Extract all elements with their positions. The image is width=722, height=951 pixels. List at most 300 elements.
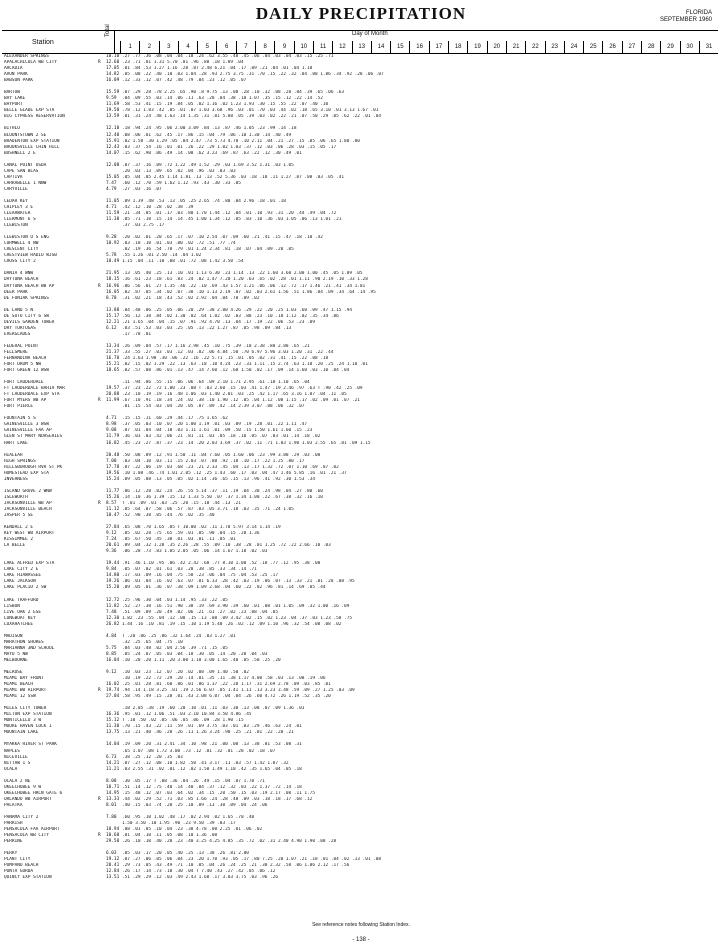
station-name: MELBOURNE bbox=[4, 657, 28, 663]
station-group bbox=[2, 779, 718, 809]
record-flag: R bbox=[98, 283, 101, 289]
station-total: 26.82 bbox=[106, 621, 120, 627]
day-header: 16 bbox=[409, 41, 428, 53]
daily-values: .16 .61 .23 .18 .61 .83 .24 .02 1.47 7.20 1.20 .63 .65 .02 .28 .01 1.11 .90 2.19 .10 .33 1.28 bbox=[122, 277, 368, 283]
daily-values: .37 .05 .03 .10 .07 .20 1.00 1.19 .01 .03 .09 .19 .28 .01 .22 1.11 .47 bbox=[122, 422, 308, 428]
station-total: 9.12 bbox=[106, 669, 117, 675]
day-header: 12 bbox=[332, 41, 351, 53]
station-name: OCALA 2 NE bbox=[4, 778, 31, 784]
station-total: 12.60 bbox=[106, 60, 120, 66]
daily-values: .27 .03 .16 .07 bbox=[122, 186, 162, 192]
station-name: CLEWISTON bbox=[4, 223, 28, 229]
daily-values: .02 1.58 .30 1.29 .05 .04 2.47 .73 5.73 4.78 .10 2.11 .04 .21 .27 .15 .05 .06 .65 1.80 .80 bbox=[122, 138, 360, 144]
station-name: HIGH SPRINGS bbox=[4, 458, 36, 464]
page-number: - 138 - bbox=[352, 937, 370, 943]
table-row bbox=[2, 259, 718, 265]
daily-values: .05 .03 .17 .20 .05 .40 .25 .13 .38 .26 .81 2.00 bbox=[122, 851, 249, 857]
station-group bbox=[2, 380, 718, 410]
station-name: PARRISH bbox=[4, 820, 23, 826]
station-total: 8.57 bbox=[106, 500, 117, 506]
station-name: EVERGLADES bbox=[4, 331, 31, 337]
station-total: 14.04 bbox=[106, 742, 120, 748]
daily-values: .17 .78 .01 bbox=[122, 331, 152, 337]
station-name: BAY LAKE bbox=[4, 96, 26, 102]
daily-values: .01 .15 .54 .03 .04 .20 .05 .87 .89 .42 .14 2.39 3.07 .88 .06 .32 .07 bbox=[122, 404, 305, 410]
daily-values: .27 .77 .36 .08 .04 .04 .18 .24 .62 3.55 .48 .45 .06 .04 .03 .04 .03 .15 .25 .71 bbox=[122, 54, 334, 59]
daily-values: .07 .27 .12 .08 .10 1.82 .50 .41 3.17 .11 .03 .57 1.42 1.07 .32 bbox=[122, 760, 289, 766]
station-name: MONTICELLO 3 W bbox=[4, 718, 42, 724]
station-name: CARYVILLE bbox=[4, 186, 28, 192]
station-total: 4.71 bbox=[106, 416, 117, 422]
table-row bbox=[2, 441, 718, 447]
daily-values: .51 .14 .12 .75 .40 .14 .40 .04 .37 .12 .32 .03 .22 1.37 .72 .14 .18 bbox=[122, 784, 302, 790]
station-total: 8.08 bbox=[106, 778, 117, 784]
station-name: LISBON bbox=[4, 603, 20, 609]
day-header: 29 bbox=[660, 41, 679, 53]
station-total: 11.30 bbox=[106, 724, 120, 730]
day-header: 17 bbox=[429, 41, 448, 53]
record-flag: R bbox=[98, 60, 101, 66]
month-label: SEPTEMBER 1960 bbox=[659, 17, 712, 23]
station-group bbox=[2, 851, 718, 881]
station-total: 20.88 bbox=[106, 392, 120, 398]
daily-values: .01 .31 .24 .48 1.63 .14 1.35 .31 .01 5.88 .05 .39 .03 .02 .22 .21 .07 .50 .29 .05 .62 .22 .01 .04 bbox=[122, 114, 382, 120]
station-total: 16.09 bbox=[106, 78, 120, 84]
station-name: CLEWISTON U S ENG bbox=[4, 235, 49, 241]
station-group bbox=[2, 344, 718, 374]
station-name: GLEN ST MARY NURSERIES bbox=[4, 434, 63, 440]
daily-values: .51 .29 .29 .12 .03 .49 2.43 1.68 .17 3.03 3.75 .03 .96 .26 bbox=[122, 875, 278, 881]
daily-values: .06 .28 .73 .83 1.85 2.05 .05 .06 .14 1.67 1.18 .02 .03 bbox=[122, 549, 268, 555]
station-total: 16.02 bbox=[106, 682, 120, 688]
station-total: 13.51 bbox=[106, 875, 120, 881]
station-name: LOXAHATCHEE bbox=[4, 621, 34, 627]
daily-values: .51 .09 .09 .20 .49 .02 .06 .21 .61 .27 .02 .23 .08 .04 .05 bbox=[122, 609, 278, 615]
daily-values: .40 .15 .03 .74 .28 .25 .10 .09 .13 .30 .09 .04 .24 .06 bbox=[122, 802, 268, 808]
daily-values: .10 .19 .22 .72 .29 .20 .14 .01 .35 .11 .38 1.17 4.00 .58 .03 .13 .08 .19 .06 bbox=[122, 676, 326, 682]
station-total: 11.79 bbox=[106, 434, 120, 440]
station-name: BRADENTON EXP STATION bbox=[4, 138, 60, 144]
station-name: FORT MYERS WB AP bbox=[4, 398, 47, 404]
station-name: AVON PARK bbox=[4, 72, 28, 78]
table-row bbox=[2, 223, 718, 229]
station-name: OKEECHOBEE 9 W bbox=[4, 784, 42, 790]
daily-values: T .10 .50 .02 .05 .06 .05 .06 .09 .28 1.90 .15 bbox=[122, 718, 244, 724]
day-header: 19 bbox=[467, 41, 486, 53]
station-total: 12.43 bbox=[106, 144, 120, 150]
station-name: MILTON EXP STATION bbox=[4, 712, 52, 718]
daily-values: .20 .03 .13 .09 .65 .02 .04 .96 .03 .03 .03 bbox=[122, 168, 236, 174]
station-total: 17.05 bbox=[106, 66, 120, 72]
daily-values: .26 .09 .04 .57 .17 1.16 2.98 .45 .10 .75 .39 .18 2.38 .80 2.88 .65 .21 bbox=[122, 343, 310, 349]
daily-values: .02 .15 .02 1.29 .22 .13 .63 .18 .10 4.24 .23 .33 1.11 .15 2.74 .63 1.18 .20 .25 .24 1.10 .01 bbox=[122, 362, 368, 368]
station-total: 4.84 bbox=[106, 633, 117, 639]
station-total: 19.12 bbox=[106, 857, 120, 863]
daily-values: .23 .71 .01 1.31 5.70 .01 .96 .88 .18 1.89 .04 bbox=[122, 60, 244, 66]
station-total: 19.44 bbox=[106, 561, 120, 567]
station-name: FT LAUDERDALE BAHIA MAR bbox=[4, 386, 65, 392]
daily-values: .50 .08 .89 .12 .91 1.50 .11 .04 7.60 .05 1.60 .06 .23 .99 3.88 .29 .03 .08 bbox=[122, 452, 321, 458]
table-row bbox=[2, 477, 718, 483]
station-name: FORT LAUDERDALE bbox=[4, 380, 44, 386]
station-name: PENSACOLA WB CITY bbox=[4, 833, 49, 839]
daily-values: .05 .64 .87 .58 .06 .57 .87 .03 .05 3.71 .18 .03 .35 .71 .24 1.05 bbox=[122, 506, 294, 512]
day-header: 2 bbox=[139, 41, 158, 53]
record-flag: R bbox=[98, 398, 101, 404]
day-of-month-header: Day of Month bbox=[352, 31, 388, 37]
station-total: 11.69 bbox=[106, 102, 120, 108]
daily-values: .70 .15 .43 .22 .11 .59 .01 .69 3.75 .03 .01 .03 .29 .46 .63 .24 .01 bbox=[122, 724, 302, 730]
station-name: BABSON PARK bbox=[4, 78, 34, 84]
daily-values: .19 .09 .20 .31 2.41 .34 .10 .98 .21 .00 .08 .13 .38 .81 .53 .08 .31 bbox=[122, 742, 302, 748]
station-name: ALEXANDER SPRINGS bbox=[4, 54, 49, 59]
daily-values: .18 2.05 .38 .19 .60 .20 .10 .01 .11 .03 .30 .13 .08 .07 .09 1.36 .01 bbox=[122, 706, 305, 712]
daily-values: 1.44 .16 .10 .81 .19 .15 .10 1.19 5.40 .26 .02 .12 .09 1.10 .96 .32 .54 .08 .08 .02 bbox=[122, 621, 342, 627]
station-total: 18.15 bbox=[106, 277, 120, 283]
daily-values: .03 .37 .54 .16 .01 .01 .26 .22 .29 1.02 1.03 .37 .12 .03 .06 .28 .03 .15 .05 .17 bbox=[122, 144, 337, 150]
station-name: INVERNESS bbox=[4, 476, 28, 482]
station-total: 6.12 bbox=[106, 325, 117, 331]
station-name: BROOKSVILLE CHIN HILL bbox=[4, 144, 60, 150]
daily-values: .04 .03 .48 .02 .04 2.56 .39 .71 .15 .05 bbox=[122, 645, 228, 651]
station-total: 9.28 bbox=[106, 235, 117, 241]
daily-values: .01 .84 .53 1.27 1.16 .28 .87 2.48 6.21 .04 .17 .09 .21 .04 .01 .04 1.18 bbox=[122, 66, 313, 72]
station-name: MIAMI BEACH bbox=[4, 682, 34, 688]
station-group bbox=[2, 308, 718, 338]
station-group bbox=[2, 416, 718, 446]
station-name: JACKSONVILLE BEACH bbox=[4, 506, 52, 512]
station-total: 11.59 bbox=[106, 211, 120, 217]
station-name: BAYPORT bbox=[4, 102, 23, 108]
station-name: CRESCENT CITY bbox=[4, 247, 39, 253]
station-name: MOUNTAIN LAKE bbox=[4, 730, 39, 736]
station-name: CLERMONT 6 S bbox=[4, 217, 36, 223]
day-header: 21 bbox=[506, 41, 525, 53]
daily-values: 1.50 3.50 .10 1.95 .90 .23 9.50 .39 .03 .17 bbox=[122, 820, 236, 826]
daily-values: .07 .22 .06 .19 .03 .68 .23 .21 2.33 .45 .04 .13 .17 1.32 .72 .07 1.10 .69 .07 .02 bbox=[122, 464, 339, 470]
station-total: 13.33 bbox=[106, 796, 120, 802]
station-name: NAPLES bbox=[4, 748, 20, 754]
table-row bbox=[2, 151, 718, 157]
station-total: 10.49 bbox=[106, 259, 120, 265]
daily-values: .58 .53 .41 .15 .19 .84 .05 .02 1.16 .02 1.23 1.93 .30 .15 .55 .22 .07 .40 .10 bbox=[122, 102, 329, 108]
daily-values: .03 .18 .10 .01 .03 .80 .02 .72 .51 .77 .74 bbox=[122, 241, 236, 247]
daily-values: .05 .02 .28 .75 .65 .59 .01 .05 .90 .04 .15 .20 1.36 bbox=[122, 531, 260, 537]
day-header: 5 bbox=[197, 41, 216, 53]
station-name: FOUNTAIN 5 S bbox=[4, 416, 36, 422]
station-name: MELROSE bbox=[4, 669, 23, 675]
station-name: PERRINE bbox=[4, 839, 23, 845]
station-total: 19.26 bbox=[106, 579, 120, 585]
station-name: MYAKKA RIVER ST PARK bbox=[4, 742, 57, 748]
station-total: 11.05 bbox=[106, 198, 120, 204]
day-header: 30 bbox=[680, 41, 699, 53]
station-group bbox=[2, 634, 718, 664]
daily-values: .10 .03 .23 .12 .07 .20 .02 .08 .09 1.40 .50 .02 bbox=[122, 669, 249, 675]
station-total: 7.47 bbox=[106, 180, 117, 186]
station-name: MARIANNA 3ND SCHOOL bbox=[4, 645, 55, 651]
station-total: 16.04 bbox=[106, 657, 120, 663]
daily-values: .26 .17 .14 .73 .10 .30 .04 T 7.40 .43 .27 .42 .05 .06 .12 bbox=[122, 869, 276, 875]
daily-values: 1.15 .04 .11 .10 .08 .01 .72 .08 1.42 3.50 .54 bbox=[122, 259, 244, 265]
station-total: 15.21 bbox=[106, 362, 120, 368]
station-group bbox=[2, 670, 718, 700]
day-header: 14 bbox=[371, 41, 390, 53]
daily-values: .29 .73 .05 .43 .49 .71 .10 .05 .04 .26 .24 .25 .21 .38 2.32 .58 .06 1.06 2.12 .17 .56 bbox=[122, 863, 350, 869]
daily-values: .01 .04 .10 .11 .05 .08 .10 1.36 .08 bbox=[122, 833, 218, 839]
table-row bbox=[2, 332, 718, 338]
daily-values: .09 .04 .32 1.28 .35 2.26 .28 .55 .09 .10 .38 .28 .01 1.25 .72 .22 2.66 .18 .03 bbox=[122, 543, 331, 549]
day-header: 3 bbox=[159, 41, 178, 53]
station-name: GAINESVILLE 3 WSW bbox=[4, 422, 49, 428]
station-group bbox=[2, 489, 718, 519]
daily-values: .32 .25 .65 .04 .75 .10 bbox=[122, 639, 183, 645]
station-name: LAKE PLACID 2 SW bbox=[4, 585, 47, 591]
station-total: 15.17 bbox=[106, 313, 120, 319]
station-total: 12.10 bbox=[106, 126, 120, 132]
station-total: 11.12 bbox=[106, 506, 120, 512]
station-total: 10.60 bbox=[106, 833, 120, 839]
table-header bbox=[2, 24, 718, 54]
daily-values: .30 .05 .17 T .08 .36 .04 .26 .49 .15 .04 .07 1.70 .71 bbox=[122, 778, 265, 784]
station-name: LAKE ALFRED EXP STA bbox=[4, 561, 55, 567]
station-name: PANAMA CITY 2 bbox=[4, 814, 39, 820]
station-total: 6.73 bbox=[106, 754, 117, 760]
station-name: LAKE JACKSON bbox=[4, 579, 36, 585]
station-name: MADISON bbox=[4, 633, 23, 639]
station-name: ISLEWORTH bbox=[4, 494, 28, 500]
station-name: NITTAW 1 S bbox=[4, 760, 31, 766]
station-total: 16.82 bbox=[106, 440, 120, 446]
daily-values: .58 .95 .49 .15 .28 .01 .43 2.08 6.07 .04 .04 .26 .60 4.72 .26 1.19 .52 .35 .20 bbox=[122, 694, 331, 700]
station-total: 9.84 bbox=[106, 567, 117, 573]
station-name: FEDERAL POINT bbox=[4, 343, 39, 349]
daily-values: .26 .10 .10 .40 .20 .23 .40 3.25 4.25 4.85 .35 .72 .02 .31 2.40 4.90 1.90 .08 .28 bbox=[122, 839, 337, 845]
station-total: 19.74 bbox=[106, 688, 120, 694]
station-total: 12.84 bbox=[106, 869, 120, 875]
daily-values: .52 .27 .38 .16 .51 .90 .38 .19 .69 3.90 .39 .60 .01 .08 .01 1.05 .09 .32 1.00 .16 .09 bbox=[122, 603, 350, 609]
station-total: 10.47 bbox=[106, 513, 120, 518]
daily-values: .09 .05 .08 .13 .05 .05 .02 1.14 .36 .65 .15 .13 .96 .41 .92 .30 1.53 .34 bbox=[122, 476, 315, 482]
record-flag: R bbox=[98, 688, 101, 694]
station-total: 15.59 bbox=[106, 90, 120, 96]
station-column-header: Station bbox=[32, 39, 54, 46]
daily-values: .65 .08 .70 1.65 .05 T 10.00 .02 .11 1.70 5.97 3.14 1.14 .19 bbox=[122, 525, 281, 531]
daily-values: .07 .29 .28 .78 2.25 .65 .90 .8 9.75 .13 .08 .28 .10 .32 .08 .28 .84 .39 .65 .06 .63 bbox=[122, 90, 345, 96]
station-name: OCALA bbox=[4, 766, 18, 772]
day-header: 31 bbox=[699, 41, 718, 53]
daily-values: .02 .19 .36 .54 .78 .79 .01 1.24 2.34 .81 .18 .07 .04 .09 .20 .05 bbox=[122, 247, 294, 253]
daily-values: .07 .37 .16 .09 .72 1.22 .49 1.52 .29 .03 1.69 3.52 1.31 .03 1.05 bbox=[122, 162, 294, 168]
station-total: 16.96 bbox=[106, 283, 120, 289]
daily-values: .95 .01 .12 1.06 .51 .03 2.10 10.84 3.50 4.86 .45 bbox=[122, 712, 252, 718]
station-total: 17.78 bbox=[106, 464, 120, 470]
record-flag: R bbox=[98, 833, 101, 839]
station-name: LA BELLE bbox=[4, 543, 26, 549]
station-name: HOMESTEAD EXP STA bbox=[4, 470, 49, 476]
station-name: CROSS CITY 2 bbox=[4, 259, 36, 265]
station-name: CORMWELL 4 NW bbox=[4, 241, 39, 247]
daily-values: .03 .51 .53 .03 .03 .25 .05 .13 .22 1.27 .87 .05 .98 .09 .84 .13 bbox=[122, 325, 292, 331]
station-name: JASPER 5 SE bbox=[4, 513, 34, 518]
station-name: NICEVILLE bbox=[4, 754, 28, 760]
station-group bbox=[2, 235, 718, 265]
station-total: 15.26 bbox=[106, 494, 120, 500]
station-group bbox=[2, 561, 718, 591]
station-total: 19.50 bbox=[106, 108, 120, 114]
station-total: 10.10 bbox=[106, 54, 120, 59]
station-group bbox=[2, 525, 718, 555]
station-name: CRESTVIEW RADIO WJSB bbox=[4, 253, 57, 259]
station-total: 19.57 bbox=[106, 386, 120, 392]
footnote: See reference notes following Station Index. bbox=[312, 922, 410, 928]
station-name: CHIPLEY 3 E bbox=[4, 204, 34, 210]
station-name: MILES CITY TOWER bbox=[4, 706, 47, 712]
station-name: HIALEAH bbox=[4, 452, 23, 458]
daily-values: .44 .02 .29 .52 .71 .03 .85 1.66 .24 .28 .48 .09 .03 .18 .18 .17 .68 .12 bbox=[122, 796, 313, 802]
station-name: JACKSONVILLE WB AP bbox=[4, 500, 52, 506]
daily-values: .25 .01 .28 .81 .60 .86 .01 .86 1.37 .22 .28 1.17 .31 2.69 2.78 .09 .03 .85 .01 bbox=[122, 682, 331, 688]
station-name: FERNANDINA BEACH bbox=[4, 355, 47, 361]
station-group bbox=[2, 598, 718, 628]
daily-values: .20 .02 .01 .20 .65 .17 .07 .10 2.54 .07 .09 .60 .21 .41 .15 .47 .18 .10 .42 bbox=[122, 235, 323, 241]
table-row bbox=[2, 78, 718, 84]
station-group bbox=[2, 90, 718, 120]
daily-values: 1.82 .23 .55 .04 .12 .08 .15 .13 .08 .09 3.42 .02 .15 .02 1.23 .04 .37 .03 1.23 .58 .75 bbox=[122, 615, 352, 621]
station-total: 14.21 bbox=[106, 760, 120, 766]
station-name: DRY TORTUGAS bbox=[4, 325, 36, 331]
station-name: CLEARWATER bbox=[4, 211, 31, 217]
daily-values: .60 .95 .10 1.02 .48 .17 .02 2.94 .02 1.65 .70 .40 bbox=[122, 814, 255, 820]
station-total: 14.80 bbox=[106, 573, 120, 579]
table-row bbox=[2, 839, 718, 845]
daily-values: .18 .94 .24 .95 .06 2.00 3.09 .84 .13 .87 .46 1.05 .23 .99 .14 .18 bbox=[122, 126, 297, 132]
station-name: DANIA 4 WNW bbox=[4, 271, 34, 277]
station-name: LONGBOAT KEY bbox=[4, 615, 36, 621]
day-header: 11 bbox=[313, 41, 332, 53]
daily-values: .10 1.08 .46 .74 1.01 2.05 .12 .25 1.43 .60 .17 .03 .04 .47 1.46 5.85 .16 .01 .21 .37 bbox=[122, 470, 347, 476]
station-name: MARATHON SHORES bbox=[4, 639, 44, 645]
record-flag: R bbox=[98, 796, 101, 802]
station-total: 13.34 bbox=[106, 343, 120, 349]
station-name: MIAMI BAY FRONT bbox=[4, 676, 44, 682]
station-total: 5.78 bbox=[106, 253, 117, 259]
station-name: PUNTA GORDA bbox=[4, 869, 34, 875]
station-name: KEY WEST WB AIRPORT bbox=[4, 531, 55, 537]
station-group bbox=[2, 199, 718, 229]
daily-values: .11 .94 .86 .55 .15 .06 .06 .64 .09 2.10 1.71 2.95 .61 .18 1.10 .65 .04 bbox=[122, 380, 310, 386]
daily-values: .07 .01 .04 .04 .10 .03 1.11 1.61 .01 .09 .50 .15 1.50 1.61 1.60 .15 .23 bbox=[122, 428, 313, 434]
station-name: FORT DRUM 5 NW bbox=[4, 362, 42, 368]
station-total: 18.65 bbox=[106, 368, 120, 374]
table-row bbox=[2, 658, 718, 664]
station-group bbox=[2, 54, 718, 84]
table-row bbox=[2, 404, 718, 410]
station-name: LAKE CITY 2 E bbox=[4, 567, 39, 573]
station-total: 12.72 bbox=[106, 597, 120, 603]
station-total: 12.40 bbox=[106, 132, 120, 138]
table-row bbox=[2, 767, 718, 773]
daily-values: .04 .09 .55 .03 .14 .06 .11 .63 .28 .04 .38 .10 1.07 .35 .15 .12 .22 .14 .52 bbox=[122, 96, 323, 102]
precipitation-table bbox=[2, 54, 718, 887]
station-name: HART LAKE bbox=[4, 440, 28, 446]
daily-values: .67 .10 .91 .18 .34 .24 .02 .38 .10 1.90 .12 .05 .04 1.12 .08 1.15 .17 .02 .09 .01 .07 .21 bbox=[122, 398, 360, 404]
station-group bbox=[2, 453, 718, 483]
daily-values: T .01 .09 .01 .03 .25 .20 .15 .10 .44 .13 .21 bbox=[122, 500, 241, 506]
daily-values: .04 .48 .06 .25 .05 .06 .20 .29 .30 2.00 4.26 .29 .22 .20 .25 1.03 .60 .09 .47 1.15 .94 bbox=[122, 307, 352, 313]
station-name: BUSHNELL 2 E bbox=[4, 150, 36, 156]
daily-values: .65 1.07 .08 1.72 3.00 .73 .12 .01 .32 .01 .28 .02 .18 .07 bbox=[122, 748, 276, 754]
station-group bbox=[2, 163, 718, 193]
station-name: LIVE OAK 2 ESE bbox=[4, 609, 42, 615]
station-total: 15.12 bbox=[106, 718, 120, 724]
station-total: 16.70 bbox=[106, 355, 120, 361]
daily-values: .02 .87 .05 .34 .02 .07 .38 .10 1.13 2.19 .07 .02 .03 2.61 1.56 .51 1.86 .04 .09 .34 .64 .14 .95 bbox=[122, 289, 376, 295]
day-header: 28 bbox=[641, 41, 660, 53]
state-label: FLORIDA bbox=[685, 10, 712, 16]
station-name: DEVILS GARDEN TOWER bbox=[4, 319, 55, 325]
station-total: 29.50 bbox=[106, 839, 120, 845]
station-name: PALATKA bbox=[4, 802, 23, 808]
station-name: MAYO 5 NW bbox=[4, 651, 28, 657]
daily-values: .21 .34 .05 .01 .17 .03 .80 1.70 1.44 .12 .04 .01 .10 .93 .31 .20 .44 .49 .04 .72 bbox=[122, 211, 337, 217]
station-name: DAYTONA BEACH bbox=[4, 277, 39, 283]
daily-values: .05 .67 .50 .45 .30 .01 .03 .01 .11 .05 .01 bbox=[122, 537, 236, 543]
station-name: FELLSMERE bbox=[4, 349, 28, 355]
day-header: 18 bbox=[448, 41, 467, 53]
station-group bbox=[2, 126, 718, 156]
station-total: 13.59 bbox=[106, 114, 120, 120]
station-total: 4.71 bbox=[106, 204, 117, 210]
record-flag: R bbox=[98, 500, 101, 506]
daily-values: .09 1.39 .48 .53 .13 .05 .25 2.65 .74 .80 .04 2.96 .18 .01 .18 bbox=[122, 198, 286, 204]
station-name: CAPTIVA bbox=[4, 174, 23, 180]
station-name: KISSIMMEE 2 bbox=[4, 537, 34, 543]
station-name: ISLAND GROVE 2 WNW bbox=[4, 488, 52, 494]
station-name: LAKE HIAWASSEE bbox=[4, 573, 42, 579]
daily-values: .02 .57 .08 .86 .01 .13 .47 .14 7.60 .12 .60 1.50 .02 .17 .09 .14 1.60 .03 .10 .84 .04 bbox=[122, 368, 350, 374]
station-total: 12.30 bbox=[106, 615, 120, 621]
station-total: 12.08 bbox=[106, 162, 120, 168]
station-name: CANAL POINT USDA bbox=[4, 162, 47, 168]
station-total: 9.59 bbox=[106, 96, 117, 102]
table-row bbox=[2, 513, 718, 519]
station-total: 20.61 bbox=[106, 543, 120, 549]
station-name: KENDALL 2 E bbox=[4, 525, 34, 531]
station-total: 9.08 bbox=[106, 428, 117, 434]
state-and-month bbox=[660, 10, 712, 24]
station-name: DAYTONA BEACH WB AP bbox=[4, 283, 55, 289]
day-header: 26 bbox=[602, 41, 621, 53]
station-name: BARTOW bbox=[4, 90, 20, 96]
station-total: 11.77 bbox=[106, 488, 120, 494]
station-name: FT LAUDERDALE EXP STA bbox=[4, 392, 60, 398]
daily-values: .36 .03 .03 .42 .06 .21 .81 .11 .03 .05 .18 .10 .05 .07 .83 .01 .14 .18 .02 bbox=[122, 434, 321, 440]
daily-values: .25 .96 .30 .04 .03 1.14 .95 .33 .22 .05 bbox=[122, 597, 228, 603]
daily-values: .05 .24 .87 .05 .03 .04 .18 .30 .05 .14 .20 .20 .04 .03 bbox=[122, 651, 268, 657]
daily-values: .13 .21 .40 .46 .28 .26 .11 1.26 3.24 .90 .25 .21 .01 .22 .28 .21 bbox=[122, 730, 294, 736]
station-total: 15.05 bbox=[106, 174, 120, 180]
table-row bbox=[2, 368, 718, 374]
station-name: PLANT CITY bbox=[4, 857, 31, 863]
station-total: 8.70 bbox=[106, 295, 117, 301]
station-group bbox=[2, 271, 718, 301]
station-total: 14.07 bbox=[106, 150, 120, 156]
station-total: 11.21 bbox=[106, 766, 120, 772]
table-row bbox=[2, 585, 718, 591]
station-total: 8.98 bbox=[106, 422, 117, 428]
station-name: BLOUNTSTOWN 2 SE bbox=[4, 132, 47, 138]
